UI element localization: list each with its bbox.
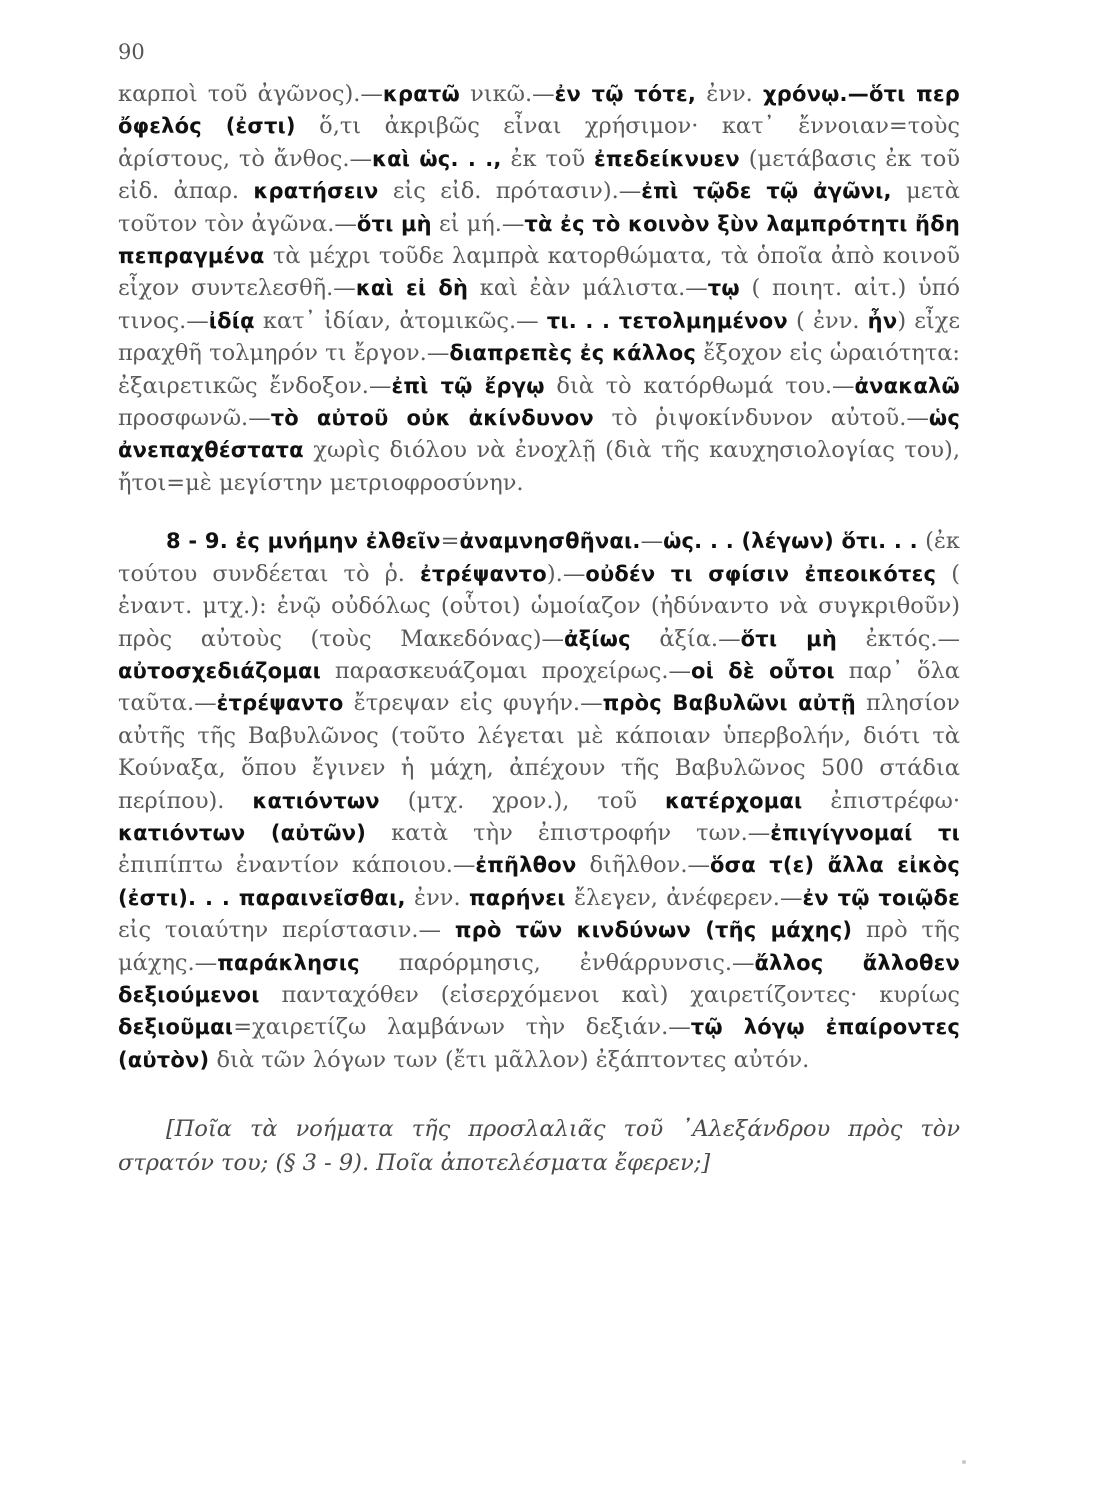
gloss-text: ἔξοχον εἰς ὡραιότητα: ἐξαιρετικῶς ἔνδοξον.— xyxy=(118,340,961,399)
gloss-text: πλησίον αὐτῆς τῆς Βαβυλῶνος (τοῦτο λέγεται μὲ κάποιαν ὑπερβολήν, διότι τὰ Κούναξα, ὅπου ἔγινεν ἡ μάχη, ἀπέχουν τῆς Βαβυλῶνος 500 στάδια περίπου). xyxy=(118,690,960,814)
gloss-text: παρασκευάζομαι προχείρως.— xyxy=(320,657,692,684)
lemma-term: ἐν τῷ τότε, xyxy=(554,82,697,106)
lemma-term: διαπρεπὲς ἐς κάλλος xyxy=(449,341,697,366)
lemma-term: 8 - 9. ἐς μνήμην ἐλθεῖν xyxy=(166,529,441,554)
lemma-term: παράκλησις xyxy=(217,950,360,975)
gloss-text: ( ἐνν. xyxy=(787,307,868,334)
gloss-text: ἐνν. xyxy=(696,81,763,107)
gloss-text: ).— xyxy=(546,560,586,587)
gloss-text: ὅ,τι ἀκριβῶς εἶναι χρήσιμον· κατ᾽ ἔννοιαν=τοὺς ἀρίστους, τὸ ἄνθος.— xyxy=(118,113,960,172)
lemma-term: τῳ xyxy=(707,276,740,301)
gloss-text: εἰς τοιαύτην περίστασιν.— xyxy=(118,917,455,944)
lemma-term: κατιόντων xyxy=(252,788,380,813)
gloss-text: — xyxy=(640,528,664,555)
lemma-term: ἐτρέψαντο xyxy=(420,561,547,586)
gloss-text: ( ἐναντ. μτχ.): ἐνῷ οὐδόλως (οὗτοι) ὡμοίαζον (ἠδύναντο νὰ συγκριθοῦν) πρὸς αὐτοὺς (τοὺς Μακεδόνας)— xyxy=(118,560,960,652)
gloss-text: ἐπιστρέφω· xyxy=(802,787,960,814)
gloss-text: ἐνν. xyxy=(405,884,469,911)
gloss-text: εἰς εἰδ. πρότασιν).— xyxy=(378,178,642,205)
lemma-term: ἐπιγίγνομαί τι xyxy=(770,820,960,845)
lemma-term: ὡς ἀνεπαχθέστατα xyxy=(118,406,960,463)
gloss-text: ἔτρεψαν εἰς φυγήν.— xyxy=(343,690,603,717)
lemma-term: ἐτρέψαντο xyxy=(216,691,344,716)
lemma-term: δεξιοῦμαι xyxy=(118,1015,234,1040)
gloss-text: εἰ μή.— xyxy=(431,210,525,237)
gloss-text: πανταχόθεν (εἰσερχόμενοι καὶ) χαιρετίζοντες· κυρίως xyxy=(259,981,960,1008)
gloss-text: κατὰ τὴν ἐπιστροφήν των.— xyxy=(366,819,771,846)
lemma-term: ἐπὶ τῷ ἔργῳ xyxy=(391,373,545,398)
gloss-text: ἐκτός.— xyxy=(836,625,960,652)
lemma-term: τῷ λόγῳ ἐπαίροντες (αὐτὸν) xyxy=(118,1015,960,1072)
lemma-term: ὅτι μὴ xyxy=(740,626,837,651)
lemma-term: πρὸ τῶν κινδύνων (τῆς μάχης) xyxy=(454,918,853,943)
lemma-term: τὸ αὐτοῦ οὐκ ἀκίνδυνον xyxy=(270,406,594,431)
gloss-text: τὸ ῥιψοκίνδυνον αὐτοῦ.— xyxy=(593,405,929,432)
lemma-term: αὐτοσχεδιάζομαι xyxy=(118,658,321,683)
gloss-text: προσφωνῶ.— xyxy=(118,405,271,432)
lemma-term: καὶ εἰ δὴ xyxy=(355,276,469,301)
lemma-term: οὐδέν τι σφίσιν ἐπεοικότες xyxy=(585,561,937,586)
lemma-term: τὰ ἐς τὸ κοινὸν ξὺν λαμπρότητι ἤδη πεπραγμένα xyxy=(118,211,960,269)
lemma-term: χρόνῳ.—ὅτι περ ὄφελός (ἐστι) xyxy=(118,82,961,139)
gloss-text: (μτχ. χρον.), τοῦ xyxy=(379,787,665,814)
gloss-text: νικῶ.— xyxy=(459,81,555,107)
lemma-term: ὅτι μὴ xyxy=(356,211,432,236)
gloss-text: διὰ τῶν λόγων των (ἔτι μᾶλλον) ἐξάπτοντες αὐτόν. xyxy=(209,1046,810,1073)
lemma-term: ὡς. . . (λέγων) ὅτι. . . xyxy=(663,529,918,554)
gloss-text: ἐπιπίπτω ἐναντίον κάποιου.— xyxy=(118,852,476,879)
lemma-term: ἰδίᾳ xyxy=(208,308,255,333)
gloss-text: καὶ ἐὰν μάλιστα.— xyxy=(468,275,708,302)
commentary-paragraph-2 xyxy=(118,525,960,1076)
gloss-text: =χαιρετίζω λαμβάνων τὴν δεξιάν.— xyxy=(233,1014,691,1041)
lemma-term: ἐν τῷ τοιῷδε xyxy=(802,885,960,910)
gloss-text: διῆλθον.— xyxy=(576,852,711,879)
lemma-term: ἀξίως xyxy=(564,626,631,651)
lemma-term: κατέρχομαι xyxy=(664,788,803,813)
review-question: [Ποῖα τὰ νοήματα τῆς προσλαλιᾶς τοῦ ᾽Αλεξάνδρου πρὸς τὸν στρατόν του; (§ 3 - 9). Ποῖα ἀποτελέσματα ἔφερεν;] xyxy=(118,1116,960,1177)
lemma-term: ὅσα τ(ε) ἄλλα εἰκὸς (ἐστι). . . παραινεῖσθαι, xyxy=(118,853,960,910)
gloss-text: ἔλεγεν, ἀνέφερεν.— xyxy=(565,884,803,911)
text-block xyxy=(118,78,960,1180)
lemma-term: κρατῶ xyxy=(382,82,460,106)
lemma-term: ἐπὶ τῷδε τῷ ἀγῶνι, xyxy=(641,179,892,204)
gloss-text: ) εἶχε πραχθῆ τολμηρόν τι ἔργον.— xyxy=(118,307,961,367)
gloss-text: ( ποιητ. αἰτ.) ὑπό τινος.— xyxy=(118,275,960,334)
lemma-term: ἐπεδείκνυεν xyxy=(594,146,740,171)
gloss-text: παρόρμησις, ἐνθάρρυνσις.— xyxy=(359,949,755,976)
gloss-text: ἀξία.— xyxy=(630,625,741,652)
lemma-term: παρήνει xyxy=(468,885,566,910)
gloss-text: διὰ τὸ κατόρθωμά του.— xyxy=(544,372,855,399)
lemma-term: κρατήσειν xyxy=(253,179,379,204)
gloss-text: κατ᾽ ἰδίαν, ἀτομικῶς.— xyxy=(254,307,547,334)
gloss-text: τὰ μέχρι τοῦδε λαμπρὰ κατορθώματα, τὰ ὁποῖα ἀπὸ κοινοῦ εἶχον συντελεσθῆ.— xyxy=(118,243,960,302)
commentary-paragraph-1 xyxy=(118,78,960,499)
scan-speck xyxy=(962,1460,966,1464)
lemma-term: κατιόντων (αὐτῶν) xyxy=(118,820,367,845)
lemma-term: ἦν xyxy=(867,308,898,333)
gloss-text: = xyxy=(440,528,460,555)
lemma-term: ἀναμνησθῆναι. xyxy=(459,529,641,554)
gloss-text: μετὰ τοῦτον τὸν ἀγῶνα.— xyxy=(118,178,960,237)
lemma-term: τι. . . τετολμημένον xyxy=(546,308,788,333)
gloss-text: χωρὶς διόλου νὰ ἐνοχλῇ (διὰ τῆς καυχησιολογίας του), ἤτοι=μὲ μεγίστην μετριοφροσύνην. xyxy=(118,437,960,496)
lemma-term: ἀνακαλῶ xyxy=(854,373,960,398)
lemma-term: ἄλλος ἄλλοθεν δεξιούμενοι xyxy=(118,950,960,1007)
page-number: 90 xyxy=(118,40,145,64)
lemma-term: οἱ δὲ οὗτοι xyxy=(691,658,835,683)
gloss-text: καρποὶ τοῦ ἀγῶνος).— xyxy=(118,81,383,107)
gloss-text: ἐκ τοῦ xyxy=(501,145,595,172)
gloss-text: πρὸ τῆς μάχης.— xyxy=(118,917,960,976)
gloss-text: (μετάβασις ἐκ τοῦ εἰδ. ἀπαρ. xyxy=(118,145,961,205)
lemma-term: ἐπῆλθον xyxy=(475,853,577,878)
gloss-text: (ἐκ τούτου συνδέεται τὸ ῥ. xyxy=(118,528,960,587)
lemma-term: καὶ ὡς. . ., xyxy=(371,146,502,171)
gloss-text: παρ᾽ ὅλα ταῦτα.— xyxy=(118,657,960,717)
lemma-term: πρὸς Βαβυλῶνι αὐτῇ xyxy=(602,691,856,716)
